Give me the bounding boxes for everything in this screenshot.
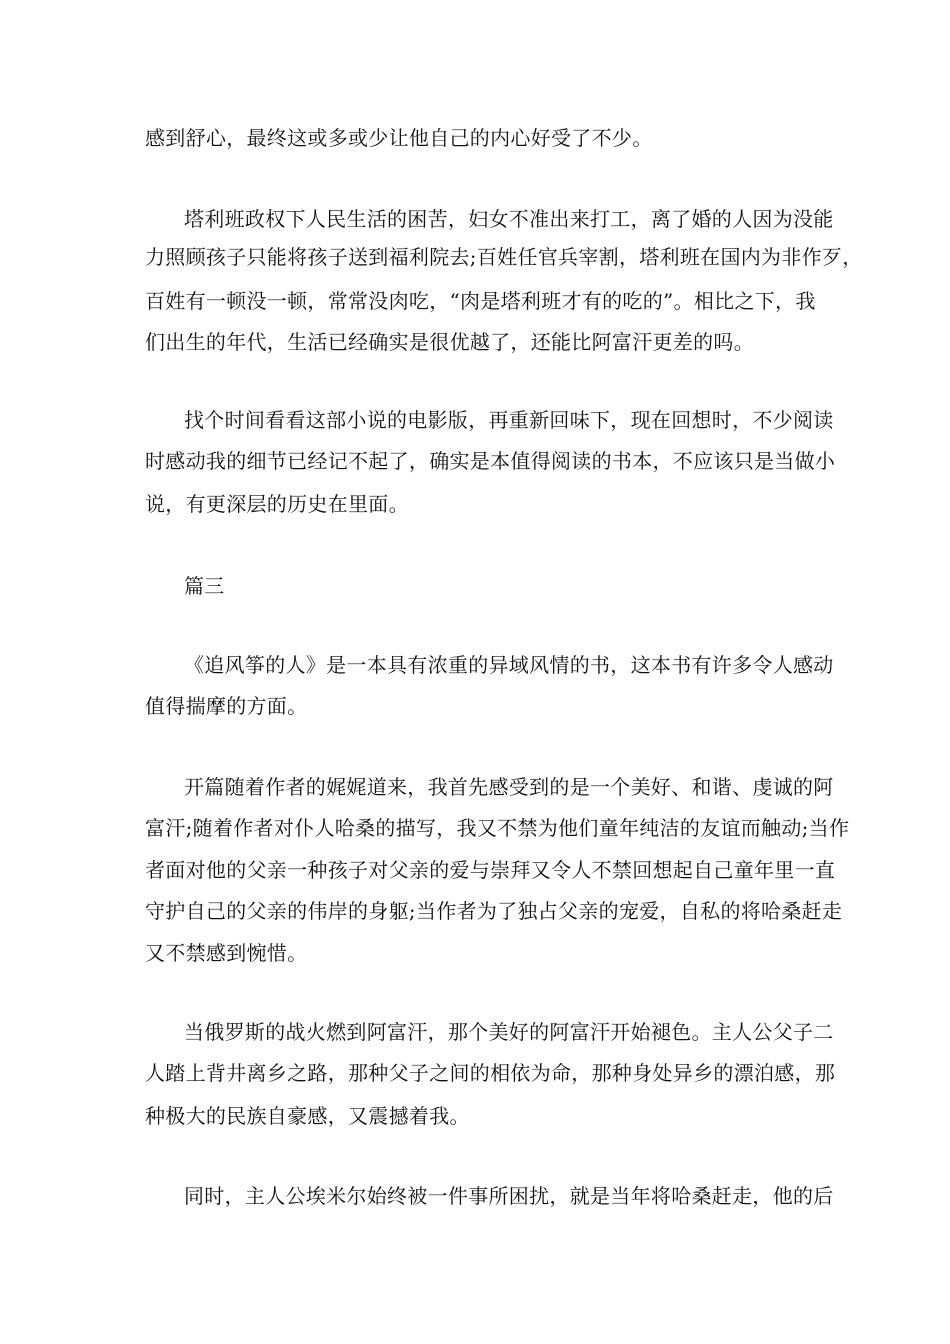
paragraph-7-line-1: 同时，主人公埃米尔始终被一件事所困扰，就是当年将哈桑赶走，他的后	[184, 1184, 834, 1208]
paragraph-2-line-4: 们出生的年代，生活已经确实是很优越了，还能比阿富汗更差的吗。	[145, 330, 754, 354]
paragraph-3-line-3: 说，有更深层的历史在里面。	[145, 492, 409, 516]
paragraph-5-line-5: 又不禁感到惋惜。	[145, 941, 308, 965]
paragraph-6-line-1: 当俄罗斯的战火燃到阿富汗，那个美好的阿富汗开始褪色。主人公父子二	[184, 1020, 834, 1044]
paragraph-5-line-2: 富汗;随着作者对仆人哈桑的描写，我又不禁为他们童年纯洁的友谊而触动;当作	[145, 816, 850, 840]
paragraph-5-line-3: 者面对他的父亲一种孩子对父亲的爱与崇拜又令人不禁回想起自己童年里一直	[145, 858, 836, 882]
paragraph-6-line-3: 种极大的民族自豪感，又震撼着我。	[145, 1104, 470, 1128]
paragraph-6-line-2: 人踏上背井离乡之路，那种父子之间的相依为命，那种身处异乡的漂泊感，那	[145, 1061, 836, 1085]
paragraph-4-line-1: 《追风筝的人》是一本具有浓重的异域风情的书，这本书有许多令人感动	[184, 653, 834, 677]
paragraph-2-line-2: 力照顾孩子只能将孩子送到福利院去;百姓任官兵宰割，塔利班在国内为非作歹，	[145, 245, 863, 269]
paragraph-4-line-2: 值得揣摩的方面。	[145, 694, 308, 718]
paragraph-5-line-1: 开篇随着作者的娓娓道来，我首先感受到的是一个美好、和谐、虔诚的阿	[184, 775, 834, 799]
paragraph-3-line-1: 找个时间看看这部小说的电影版，再重新回味下，现在回想时，不少阅读	[184, 408, 834, 432]
paragraph-2-line-3: 百姓有一顿没一顿，常常没肉吃，“肉是塔利班才有的吃的”。相比之下，我	[145, 289, 816, 313]
paragraph-3-line-2: 时感动我的细节已经记不起了，确实是本值得阅读的书本，不应该只是当做小	[145, 449, 836, 473]
section-heading: 篇三	[184, 574, 225, 598]
paragraph-1-line-1: 感到舒心，最终这或多或少让他自己的内心好受了不少。	[145, 126, 653, 150]
paragraph-5-line-4: 守护自己的父亲的伟岸的身躯;当作者为了独占父亲的宠爱，自私的将哈桑赶走	[145, 899, 843, 923]
paragraph-2-line-1: 塔利班政权下人民生活的困苦，妇女不准出来打工，离了婚的人因为没能	[184, 207, 834, 231]
